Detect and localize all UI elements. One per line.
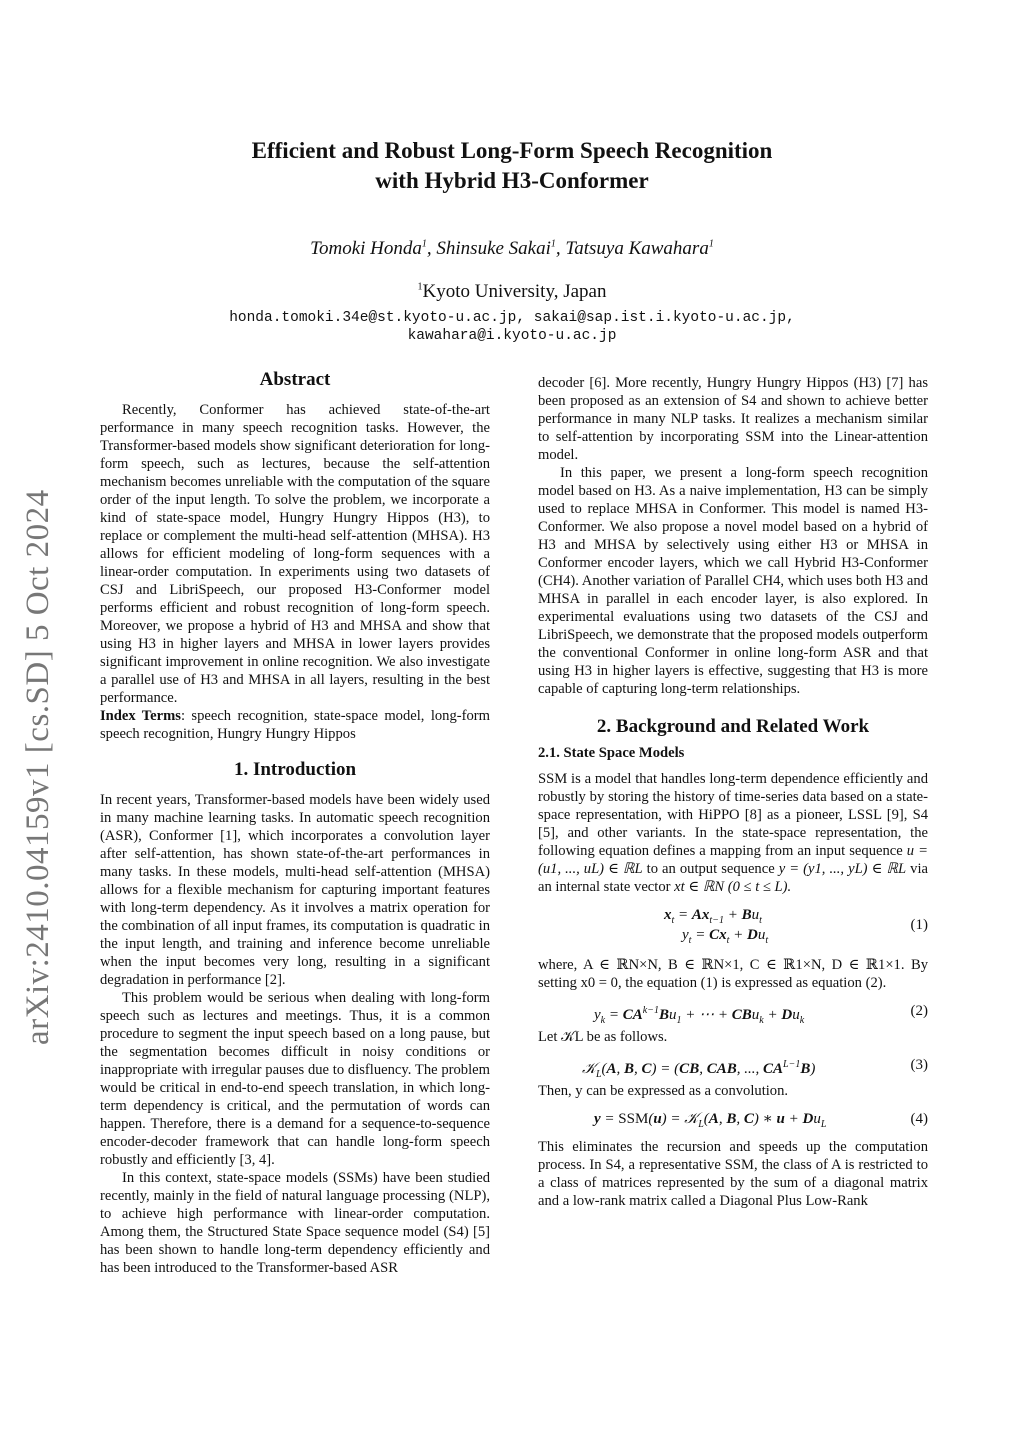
author-1: Tomoki Honda: [310, 238, 422, 259]
s4-paragraph: This eliminates the recursion and speeds up the computation process. In S4, a representative SSM, the class of A is restricted to a class of matrices represented by the sum of a diagonal matrix and a low-rank matrix called a Diagonal Plus Low-Rank: [538, 1139, 928, 1209]
equation-4-number: (4): [910, 1111, 928, 1127]
input-sequence: u = (u1, ..., uL) ∈ ℝL: [538, 843, 928, 877]
author-list: Tomoki Honda$^1$, Shinsuke Sakai$^1$, Tatsuya Kawahara$^1$: [310, 238, 714, 259]
arxiv-stamp: arXiv:2410.04159v1 [cs.SD] 5 Oct 2024: [20, 489, 56, 1045]
index-terms: Index Terms: speech recognition, state-space model, long-form speech recognition, Hungry Hungry Hippos: [100, 708, 490, 742]
intro-paragraph-3: In this context, state-space models (SSMs) have been studied recently, mainly in the field of natural language processing (NLP), to achieve high performance with linear-order computation. Among them, the Structured State Space sequence model (S4) [5] has been shown to handle long-term dependency efficiently and has been introduced to the Transformer-based ASR: [100, 1170, 490, 1276]
author-2: Shinsuke Sakai: [436, 238, 551, 259]
title-line-1: Efficient and Robust Long-Form Speech Recognition: [251, 138, 773, 163]
intro-paragraph-1: In recent years, Transformer-based models have been widely used in many machine learning tasks. In automatic speech recognition (ASR), Conformer [1], which incorporates a convolution layer after self-attention, has shown state-of-the-art performances in many tasks. In these models, multi-head self-attention (MHSA) allows for a flexible mechanism for capturing important features with long-term dependency. As it involves a matrix operation for the combination of all input frames, its computation is quadratic in the input length, and training and inference become unreliable when the input becomes very long, resulting in a significant degradation in performance [2].: [100, 792, 490, 988]
let-text: Let 𝒦L be as follows.: [538, 1029, 668, 1045]
left-column: [100, 371, 490, 1277]
title-line-2: with Hybrid H3-Conformer: [375, 168, 649, 193]
emails-line-2: kawahara@i.kyoto-u.ac.jp: [407, 328, 617, 344]
affiliation: $^1$Kyoto University, Japan: [417, 281, 607, 302]
author-3: Tatsuya Kawahara: [565, 238, 709, 259]
equation-1: $x_t = Ax_{t-1} + Bu_t$ $y_t = Cx_t + Du_t$ (1): [664, 907, 928, 946]
author-emails: [0, 309, 1024, 345]
right-column: [538, 374, 928, 1210]
equation-2-number: (2): [910, 1003, 928, 1019]
background-heading: 2. Background and Related Work: [596, 716, 870, 737]
equation-2: $y_k = CA^{k-1}Bu_1$ + ⋯ + $CBu_k + Du_k$ (2): [594, 1003, 928, 1026]
then-text: Then, y can be expressed as a convolution.: [538, 1083, 789, 1099]
intro-paragraph-5: In this paper, we present a long-form speech recognition model based on H3. As a naive implementation, H3 can be simply used to replace MHSA in Conformer. This model is named H3-Conformer. We also propose a novel model based on a hybrid of H3 and MHSA by selectively using either H3 or MHSA in Conformer encoder layers, which we call Hybrid H3-Conformer (CH4). Another variation of Parallel CH4, which uses both H3 and MHSA in parallel in each encoder layer, is also explored. In experimental evaluations using two datasets of the CSJ and LibriSpeech, we demonstrate that the proposed models outperform the conventional Conformer in online long-form ASR and that using H3 in higher layers is effective, suggesting that H3 is more capable of capturing long-term relationships.: [538, 465, 928, 697]
equation-3: 𝒦$_L$(A, B, C) = (CB, CAB, ..., $CA^{L-1}B$) (3): [582, 1057, 928, 1080]
intro-paragraph-4: decoder [6]. More recently, Hungry Hungry Hippos (H3) [7] has been proposed as an extension of S4 and shown to achieve better performance in many NLP tasks. It realizes a mechanism similar to self-attention by incorporating SSM into the Linear-attention model.: [538, 375, 928, 463]
abstract-heading: Abstract: [259, 369, 331, 390]
state-vector: xt ∈ ℝN (0 ≤ t ≤ L).: [674, 879, 792, 895]
equation-3-number: (3): [910, 1057, 928, 1073]
paper-title: [0, 136, 1024, 196]
ssm-paragraph: SSM is a model that handles long-term dependence efficiently and robustly by storing the history of time-series data based on a state-space representation, with HiPPO [8] as a pioneer, LSSL [9], S4 [5], and other variants. In the state-space representation, the following equation defines a mapping from an input sequence u = (u1, ..., uL) ∈ ℝL to an output sequence y = (y1, ..., yL) ∈ ℝL via an internal state vector xt ∈ ℝN (0 ≤ t ≤ L).: [538, 771, 928, 895]
ssm-subheading: 2.1. State Space Models: [538, 745, 685, 761]
intro-heading: 1. Introduction: [233, 759, 357, 780]
emails-line-1: honda.tomoki.34e@st.kyoto-u.ac.jp, sakai@sap.ist.i.kyoto-u.ac.jp,: [229, 310, 795, 326]
output-sequence: y = (y1, ..., yL) ∈ ℝL: [778, 861, 907, 877]
equation-1-number: (1): [910, 917, 928, 933]
where-text: where, A ∈ ℝN×N, B ∈ ℝN×1, C ∈ ℝ1×N, D ∈ ℝ1×1. By setting x0 = 0, the equation (1) is expressed as equation (2).: [538, 957, 928, 991]
abstract-text: Recently, Conformer has achieved state-of-the-art performance in many speech recognition tasks. However, the Transformer-based models show significant deterioration for long-form speech, such as lectures, because the self-attention mechanism becomes unreliable with the computation of the square order of the input length. To solve the problem, we incorporate a kind of state-space model, Hungry Hungry Hippos (H3), to replace or complement the multi-head self-attention (MHSA). H3 allows for efficient modeling of long-form sequences with a linear-order computation. In experiments using two datasets of CSJ and LibriSpeech, our proposed H3-Conformer model performs efficient and robust recognition of long-form speech. Moreover, we propose a hybrid of H3 and MHSA and show that using H3 in higher layers and MHSA in lower layers provides significant improvement in online recognition. We also investigate a parallel use of H3 and MHSA in all layers, resulting in the best performance.: [100, 402, 490, 706]
intro-paragraph-2: This problem would be serious when dealing with long-form speech such as lectures and meetings. Thus, it is a common procedure to segment the input speech based on a long pause, but the segmentation becomes difficult in noisy conditions or inappropriate with irregular pauses due to disfluency. The problem would be critical in end-to-end speech translation, in which long-term dependency is critical, and the permutation of words can happen. Therefore, there is a demand for a sequence-to-sequence encoder-decoder framework that can handle long-form speech robustly and efficiently [3, 4].: [100, 990, 490, 1168]
equation-4: y = SSM(u) = 𝒦$_L$(A, B, C) ∗ $u + Du_L$ (4): [594, 1111, 928, 1130]
